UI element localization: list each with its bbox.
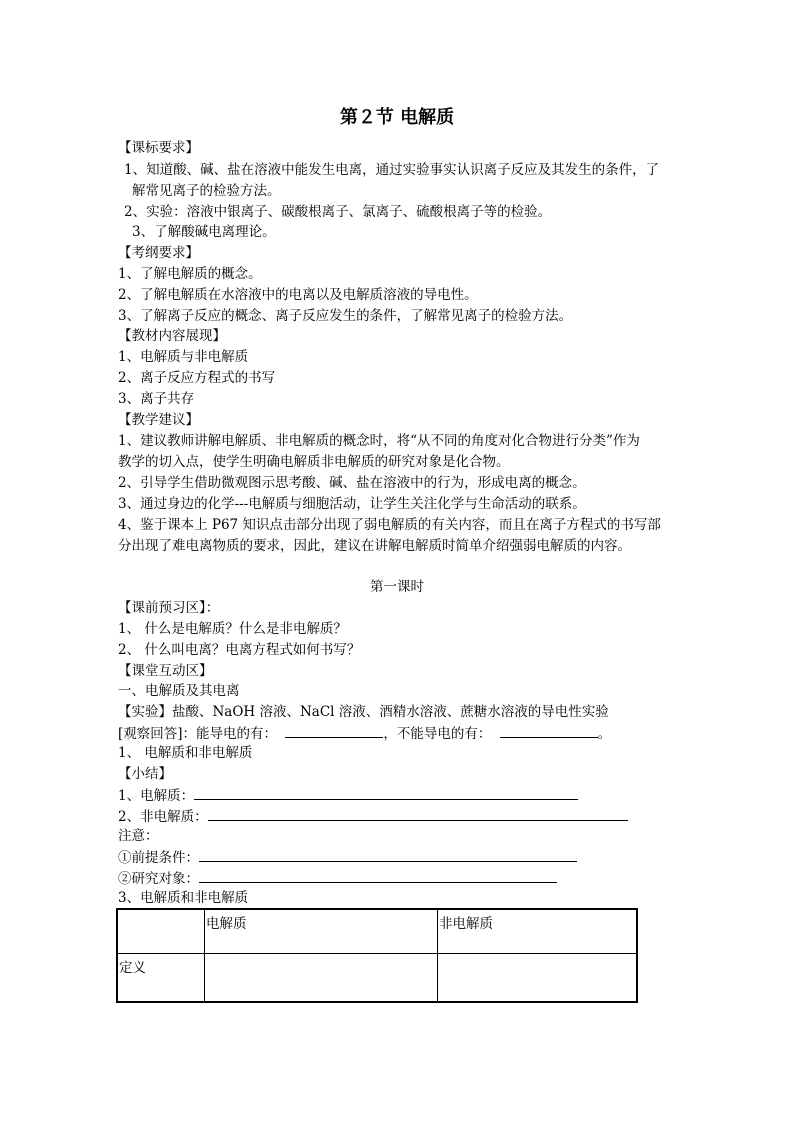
heading-summary: 【小结】 — [118, 766, 172, 782]
definition-line-1 — [118, 785, 578, 806]
preview-question-2: 2、 什么叫电离？电离方程式如何书写？ — [118, 642, 361, 658]
note-line-1 — [118, 847, 577, 868]
heading-teaching: 【教学建议】 — [118, 412, 199, 428]
note-label-object: ②研究对象： — [118, 871, 199, 887]
table-corner-cell — [117, 909, 205, 953]
table-header-electrolyte: 电解质 — [205, 909, 438, 953]
definition-line-2 — [118, 806, 628, 827]
curriculum-item-3: 3、了解酸碱电离理论。 — [132, 224, 276, 240]
content-item-2: 2、离子反应方程式的书写 — [118, 370, 276, 386]
content-item-1: 1、电解质与非电解质 — [118, 349, 249, 365]
observe-label-nonconductive: ，不能导电的有： — [383, 726, 492, 742]
teaching-item-4b: 分出现了难电离物质的要求，因此，建议在讲解电解质时简单介绍强弱电解质的内容。 — [118, 538, 631, 554]
teaching-item-1b: 教学的切入点，使学生明确电解质非电解质的研究对象是化合物。 — [118, 454, 510, 470]
heading-curriculum: 【课标要求】 — [118, 140, 199, 156]
teaching-item-2: 2、引导学生借助微观图示思考酸、碱、盐在溶液中的行为，形成电离的概念。 — [118, 475, 586, 491]
experiment-line: 【实验】盐酸、NaOH 溶液、NaCl 溶液、酒精水溶液、蔗糖水溶液的导电性实验 — [118, 704, 609, 720]
answer-blank-conductive[interactable] — [285, 723, 383, 738]
page-title: 第２节 电解质 — [339, 107, 455, 128]
note-heading: 注意： — [118, 828, 159, 844]
heading-interaction: 【课堂互动区】 — [118, 663, 213, 679]
definition-label-nonelectrolyte: 2、非电解质： — [118, 809, 208, 825]
exam-item-3: 3、了解离子反应的概念、离子反应发生的条件，了解常见离子的检验方法。 — [118, 308, 573, 324]
exam-item-1: 1、了解电解质的概念。 — [118, 266, 262, 282]
subsection-1: 1、 电解质和非电解质 — [118, 745, 253, 761]
curriculum-item-2: 2、实验：溶液中银离子、碳酸根离子、氯离子、硫酸根离子等的检验。 — [124, 204, 552, 220]
table-header-nonelectrolyte: 非电解质 — [438, 909, 638, 953]
observe-line — [118, 723, 611, 744]
part-one-title: 一、电解质及其电离 — [118, 683, 240, 699]
teaching-item-1a: 1、建议教师讲解电解质、非电解质的概念时，将“从不同的角度对化合物进行分类”作为 — [118, 433, 640, 449]
teaching-item-3: 3、通过身边的化学---电解质与细胞活动，让学生关注化学与生命活动的联系。 — [118, 496, 586, 512]
heading-exam: 【考纲要求】 — [118, 245, 199, 261]
table-row — [117, 953, 637, 1002]
observe-label-conductive: [观察回答]：能导电的有： — [118, 726, 278, 742]
definition-label-electrolyte: 1、电解质： — [118, 788, 195, 804]
heading-preview: 【课前预习区】： — [118, 600, 220, 616]
table-cell-electrolyte-definition[interactable] — [205, 953, 438, 1002]
table-row-label-definition: 定义 — [117, 953, 205, 1002]
observe-end: 。 — [597, 726, 612, 742]
lesson-heading: 第一课时 — [370, 579, 424, 595]
answer-blank-electrolyte[interactable] — [194, 785, 578, 800]
table-cell-nonelectrolyte-definition[interactable] — [438, 953, 638, 1002]
preview-question-1: 1、 什么是电解质？什么是非电解质？ — [118, 621, 347, 637]
table-header-row — [117, 909, 637, 953]
answer-blank-nonelectrolyte[interactable] — [208, 806, 628, 821]
curriculum-item-1a: 1、知道酸、碱、盐在溶液中能发生电离，通过实验事实认识离子反应及其发生的条件，了 — [124, 162, 660, 178]
note-line-2 — [118, 868, 557, 889]
answer-blank-object[interactable] — [199, 868, 557, 883]
curriculum-item-1b: 解常见离子的检验方法。 — [132, 183, 281, 199]
heading-content: 【教材内容展现】 — [118, 328, 226, 344]
subsection-3: 3、电解质和非电解质 — [118, 890, 249, 906]
answer-blank-nonconductive[interactable] — [500, 723, 598, 738]
teaching-item-4a: 4、鉴于课本上 P67 知识点击部分出现了弱电解质的有关内容，而且在离子方程式的书写部 — [118, 517, 661, 533]
exam-item-2: 2、了解电解质在水溶液中的电离以及电解质溶液的导电性。 — [118, 287, 478, 303]
comparison-table — [116, 908, 638, 1003]
note-label-precondition: ①前提条件： — [118, 850, 199, 866]
content-item-3: 3、离子共存 — [118, 391, 195, 407]
answer-blank-precondition[interactable] — [199, 847, 577, 862]
